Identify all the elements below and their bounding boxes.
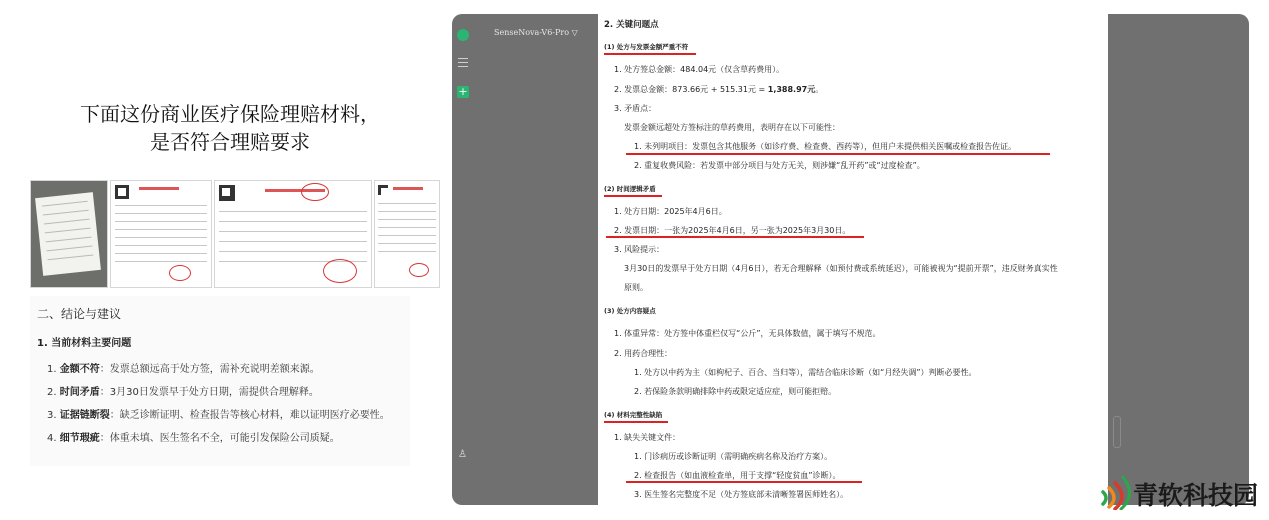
analysis-document (598, 14, 1108, 505)
s4-point-3: 3. 医生签名完整度不足（处方签底部未清晰签署医师姓名）。 (634, 490, 849, 499)
doc-section-title: 2. 关键问题点 (604, 20, 659, 30)
invoice-thumbnail-2 (374, 180, 440, 288)
red-underline (606, 236, 864, 238)
brand-name: 青软科技园 (1133, 481, 1259, 510)
s2-item-1: 1. 处方日期：2025年4月6日。 (614, 207, 727, 216)
claim-material-thumbnails (30, 180, 408, 286)
s4-point-2: 2. 检查报告（如血液检查单，用于支撑“轻度贫血”诊断）。 (634, 471, 841, 480)
history-list-icon[interactable] (458, 58, 468, 68)
wifi-signal-logo-icon (1097, 474, 1131, 510)
issues-subtitle: 1. 当前材料主要问题 (37, 338, 132, 349)
slide-headline (30, 100, 430, 156)
s2-description-1: 3月30日的发票早于处方日期（4月6日），若无合理解释（如预付费或系统延迟），可能被视为“提前开票”，违反财务真实性 (624, 264, 1058, 273)
red-underline (604, 53, 696, 55)
plus-icon[interactable]: + (458, 85, 468, 98)
s1-item-3: 3. 矛盾点： (614, 104, 657, 113)
s3-title: (3) 处方内容疑点 (604, 307, 656, 315)
chat-app-window (452, 14, 1249, 505)
headline-line-1: 下面这份商业医疗保险理赔材料， (80, 102, 380, 126)
s4-title: (4) 材料完整性缺陷 (604, 411, 663, 419)
red-underline (604, 421, 668, 423)
s2-description-2: 原则。 (624, 283, 648, 292)
s1-title: (1) 处方与发票金额严重不符 (604, 43, 689, 51)
headline-line-2: 是否符合理赔要求 (150, 130, 310, 154)
s1-description: 发票金额远超处方签标注的草药费用，表明存在以下可能性： (624, 123, 840, 132)
s3-point-2: 2. 若保险条款明确排除中药或限定适应症，则可能拒赔。 (634, 387, 837, 396)
s3-item-1: 1. 体重异常：处方签中体重栏仅写“公斤”，无具体数值，属于填写不规范。 (614, 329, 881, 338)
prescription-thumbnail (214, 180, 372, 288)
list-item: 4. 细节瑕疵：体重未填、医生签名不全，可能引发保险公司质疑。 (47, 433, 340, 444)
invoice-thumbnail-1 (110, 180, 212, 288)
red-underline (626, 153, 1050, 155)
list-item: 3. 证据链断裂：缺乏诊断证明、检查报告等核心材料，难以证明医疗必要性。 (47, 410, 390, 421)
user-icon[interactable]: ♙ (458, 449, 467, 460)
s4-point-1: 1. 门诊病历或诊断证明（需明确疾病名称及治疗方案）。 (634, 452, 833, 461)
conclusion-title: 二、结论与建议 (37, 307, 122, 321)
red-underline (626, 481, 862, 483)
s2-title: (2) 时间逻辑矛盾 (604, 185, 656, 193)
model-selector[interactable]: SenseNova-V6-Pro ▽ (494, 28, 578, 37)
s1-item-1: 1. 处方签总金额：484.04元（仅含草药费用）。 (614, 65, 785, 74)
slide-panel (0, 0, 440, 520)
s1-item-2: 2. 发票总金额：873.66元 + 515.31元 = 1,388.97元。 (614, 85, 824, 94)
issues-list (47, 358, 417, 450)
s3-point-1: 1. 处方以中药为主（如枸杞子、百合、当归等），需结合临床诊断（如“月经失调”）判断必要性。 (634, 368, 977, 377)
list-item: 2. 时间矛盾：3月30日发票早于处方日期，需提供合理解释。 (47, 387, 319, 398)
s4-item-1: 1. 缺失关键文件： (614, 433, 681, 442)
brand-logo (1097, 472, 1257, 512)
claim-photo-thumbnail (30, 180, 108, 288)
list-item: 1. 金额不符：发票总额远高于处方签，需补充说明差额来源。 (47, 364, 320, 375)
s1-point-1: 1. 未列明项目：发票包含其他服务（如诊疗费、检查费、西药等），但用户未提供相关医嘱或检查报告佐证。 (634, 142, 1017, 151)
sidebar-rail (452, 14, 474, 505)
s2-item-3: 3. 风险提示： (614, 245, 665, 254)
red-underline (604, 195, 662, 197)
s1-point-2: 2. 重复收费风险：若发票中部分项目与处方无关，则涉嫌“乱开药”或“过度检查”。 (634, 161, 925, 170)
scrollbar[interactable] (1113, 416, 1121, 448)
s2-item-2: 2. 发票日期：一张为2025年4月6日，另一张为2025年3月30日。 (614, 226, 851, 235)
s3-item-2: 2. 用药合理性： (614, 349, 673, 358)
sensenova-logo-icon[interactable] (457, 29, 469, 41)
